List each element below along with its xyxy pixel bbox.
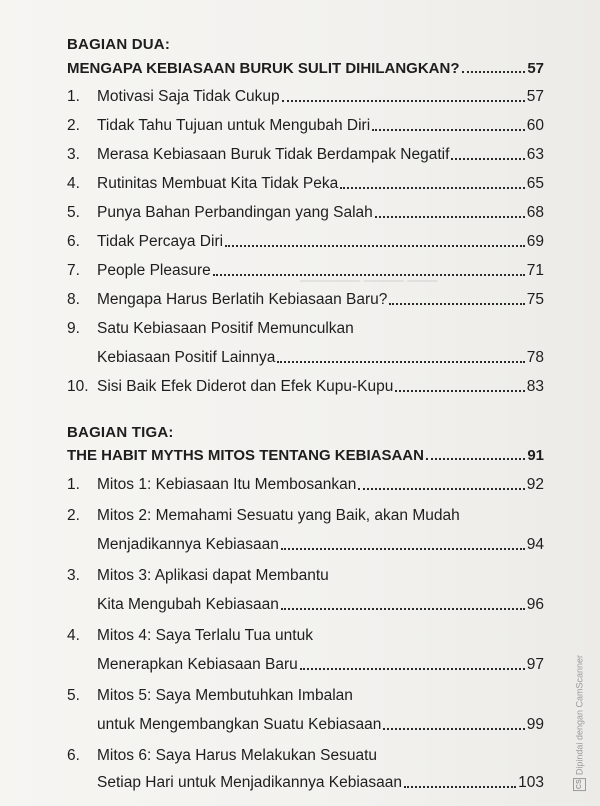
entry-title: Motivasi Saja Tidak Cukup bbox=[97, 88, 280, 105]
entry-title: Tidak Tahu Tujuan untuk Mengubah Diri bbox=[97, 117, 371, 134]
toc-entry[interactable] bbox=[67, 687, 544, 705]
toc-entry[interactable] bbox=[67, 175, 544, 193]
leader-dots bbox=[389, 303, 524, 305]
toc-entry-continuation[interactable] bbox=[97, 656, 544, 674]
entry-title: Tidak Percaya Diri bbox=[97, 233, 224, 250]
entry-title-continued: Setiap Hari untuk Menjadikannya Kebiasaan bbox=[97, 774, 403, 791]
entry-title: Mitos 5: Saya Membutuhkan Imbalan bbox=[97, 687, 353, 704]
leader-dots bbox=[395, 390, 524, 392]
toc-entry[interactable] bbox=[67, 88, 544, 106]
leader-dots bbox=[300, 668, 525, 670]
part2-page: 57 bbox=[527, 60, 544, 77]
entry-title-continued: Menerapkan Kebiasaan Baru bbox=[97, 656, 298, 673]
entry-number: 9. bbox=[67, 320, 80, 337]
entry-number: 3. bbox=[67, 567, 80, 584]
leader-dots bbox=[372, 129, 525, 131]
bleed-through-texture: ▔▔▔▔▔▔ ▔▔▔▔ ▔▔▔ bbox=[300, 280, 438, 295]
entry-number: 2. bbox=[67, 507, 80, 524]
toc-entry[interactable] bbox=[67, 146, 544, 164]
toc-entry-continuation[interactable] bbox=[97, 716, 544, 734]
entry-title-continued: Kita Mengubah Kebiasaan bbox=[97, 596, 279, 613]
entry-number: 6. bbox=[67, 747, 80, 764]
leader-dots bbox=[451, 158, 524, 160]
watermark-text: Dipindai dengan CamScanner bbox=[574, 655, 585, 776]
toc-entry[interactable] bbox=[67, 320, 544, 338]
entry-number: 1. bbox=[67, 88, 80, 105]
camscanner-watermark bbox=[573, 655, 586, 791]
part3-title: THE HABIT MYTHS MITOS TENTANG KEBIASAAN bbox=[67, 447, 424, 464]
entry-title: Rutinitas Membuat Kita Tidak Peka bbox=[97, 175, 339, 192]
entry-title: Mitos 6: Saya Harus Melakukan Sesuatu bbox=[97, 747, 377, 764]
entry-number: 6. bbox=[67, 233, 80, 250]
toc-entry[interactable] bbox=[67, 507, 544, 525]
entry-number: 7. bbox=[67, 262, 80, 279]
toc-entry[interactable] bbox=[67, 627, 544, 645]
entry-page: 78 bbox=[526, 349, 544, 366]
entry-title-continued: Menjadikannya Kebiasaan bbox=[97, 536, 279, 553]
entry-title: Mitos 1: Kebiasaan Itu Membosankan bbox=[97, 476, 357, 493]
entry-title: Merasa Kebiasaan Buruk Tidak Berdampak Negatif bbox=[97, 146, 450, 163]
leader-dots bbox=[404, 786, 516, 788]
entry-title: Mengapa Harus Berlatih Kebiasaan Baru? bbox=[97, 291, 388, 308]
entry-page: 75 bbox=[526, 291, 544, 308]
leader-dots bbox=[277, 361, 524, 363]
entry-page: 83 bbox=[526, 378, 544, 395]
entry-number: 4. bbox=[67, 627, 80, 644]
toc-entry-continuation[interactable] bbox=[97, 774, 544, 792]
part2-heading bbox=[67, 60, 544, 77]
leader-dots bbox=[225, 245, 525, 247]
entry-title: Mitos 3: Aplikasi dapat Membantu bbox=[97, 567, 329, 584]
toc-entry[interactable] bbox=[67, 117, 544, 135]
entry-page: 96 bbox=[526, 596, 544, 613]
part2-label: BAGIAN DUA: bbox=[67, 36, 171, 53]
entry-title: Sisi Baik Efek Diderot dan Efek Kupu-Kupu bbox=[97, 378, 394, 395]
entry-number: 5. bbox=[67, 687, 80, 704]
toc-entry-continuation[interactable] bbox=[97, 536, 544, 554]
entry-title: Mitos 2: Memahami Sesuatu yang Baik, akan Mudah bbox=[97, 507, 460, 524]
entry-number: 8. bbox=[67, 291, 80, 308]
toc-entry[interactable] bbox=[67, 476, 544, 494]
entry-page: 97 bbox=[526, 656, 544, 673]
entry-page: 103 bbox=[518, 774, 544, 791]
entry-page: 69 bbox=[526, 233, 544, 250]
entry-page: 63 bbox=[526, 146, 544, 163]
toc-entry[interactable] bbox=[67, 567, 544, 585]
leader-dots bbox=[462, 71, 526, 73]
entry-title-continued: untuk Mengembangkan Suatu Kebiasaan bbox=[97, 716, 382, 733]
entry-title: Satu Kebiasaan Positif Memunculkan bbox=[97, 320, 354, 337]
toc-entry-continuation[interactable] bbox=[97, 349, 544, 367]
entry-number: 1. bbox=[67, 476, 80, 493]
entry-page: 68 bbox=[526, 204, 544, 221]
leader-dots bbox=[375, 216, 525, 218]
leader-dots bbox=[281, 608, 525, 610]
entry-page: 71 bbox=[526, 262, 544, 279]
toc-entry[interactable] bbox=[67, 291, 544, 309]
leader-dots bbox=[213, 274, 525, 276]
toc-entry[interactable] bbox=[67, 204, 544, 222]
leader-dots bbox=[281, 548, 525, 550]
entry-number: 5. bbox=[67, 204, 80, 221]
leader-dots bbox=[340, 187, 525, 189]
toc-entry[interactable] bbox=[67, 262, 544, 280]
toc-entry[interactable] bbox=[67, 233, 544, 251]
entry-page: 57 bbox=[526, 88, 544, 105]
entry-page: 92 bbox=[526, 476, 544, 493]
entry-title: People Pleasure bbox=[97, 262, 211, 279]
entry-page: 99 bbox=[526, 716, 544, 733]
part2-title: MENGAPA KEBIASAAN BURUK SULIT DIHILANGKAN? bbox=[67, 60, 460, 77]
toc-entry-continuation[interactable] bbox=[97, 596, 544, 614]
leader-dots bbox=[358, 488, 524, 490]
entry-number: 10. bbox=[67, 378, 89, 395]
entry-title-continued: Kebiasaan Positif Lainnya bbox=[97, 349, 276, 366]
leader-dots bbox=[282, 100, 525, 102]
entry-title: Mitos 4: Saya Terlalu Tua untuk bbox=[97, 627, 313, 644]
part3-heading bbox=[67, 447, 544, 464]
camscanner-logo-icon: CS bbox=[573, 778, 586, 791]
part3-page: 91 bbox=[527, 447, 544, 464]
entry-title: Punya Bahan Perbandingan yang Salah bbox=[97, 204, 373, 221]
toc-entry[interactable] bbox=[67, 747, 544, 765]
part3-label: BAGIAN TIGA: bbox=[67, 424, 174, 441]
entry-number: 4. bbox=[67, 175, 80, 192]
toc-entry[interactable] bbox=[67, 378, 544, 396]
entry-number: 3. bbox=[67, 146, 80, 163]
entry-page: 65 bbox=[526, 175, 544, 192]
leader-dots bbox=[383, 728, 524, 730]
leader-dots bbox=[426, 458, 525, 460]
entry-page: 60 bbox=[526, 117, 544, 134]
entry-page: 94 bbox=[526, 536, 544, 553]
entry-number: 2. bbox=[67, 117, 80, 134]
